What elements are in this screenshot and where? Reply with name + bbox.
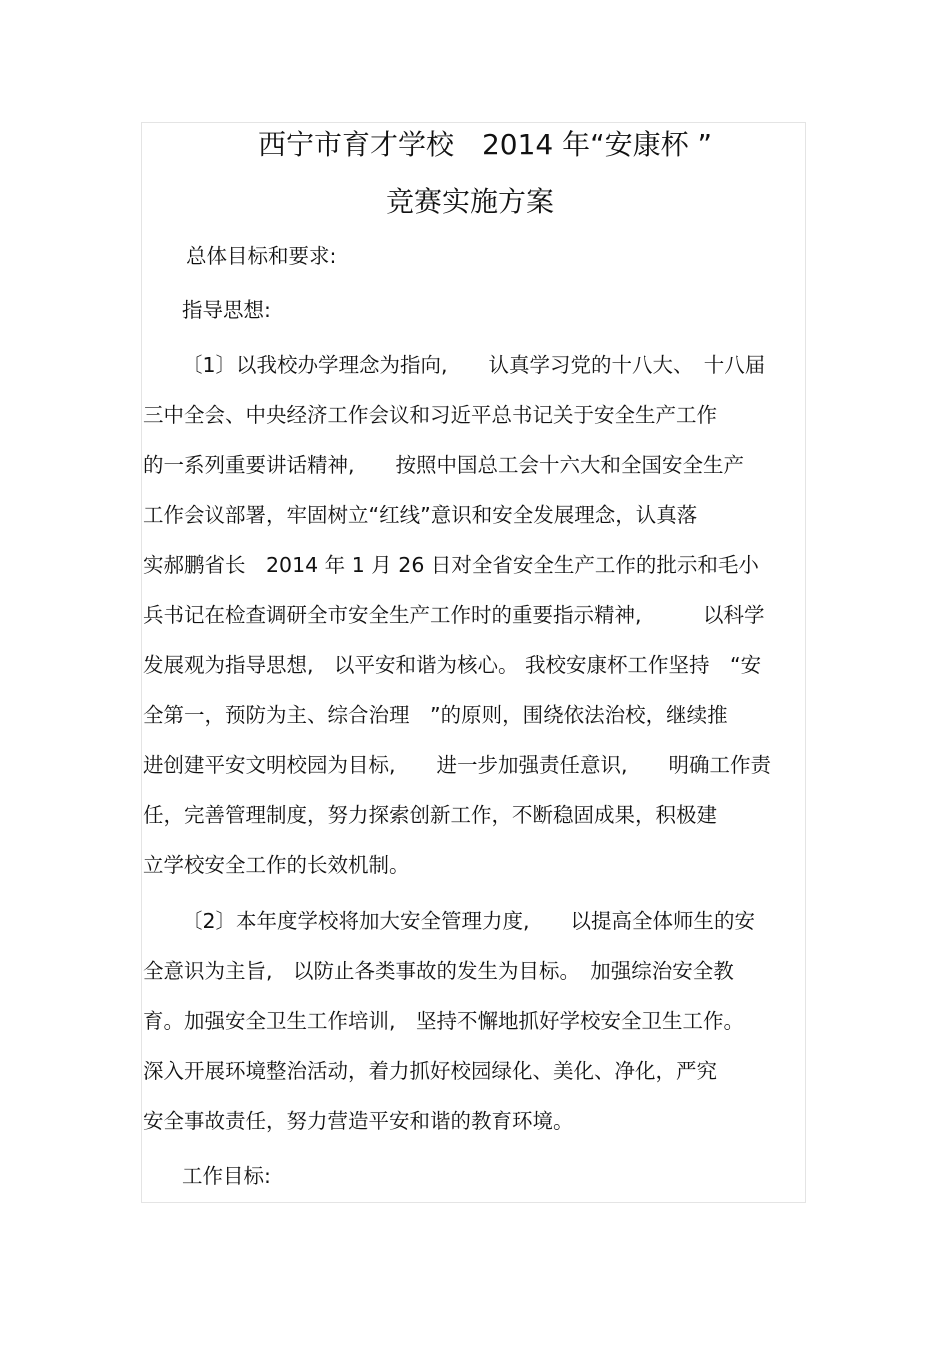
paragraph-1-line-6: 兵书记在检查调研全市安全生产工作时的重要指示精神, 以科学 [143, 603, 765, 627]
heading-work-goals: 工作目标: [182, 1164, 271, 1188]
paragraph-1-line-2: 三中全会、中央经济工作会议和习近平总书记关于安全生产工作 [143, 403, 717, 427]
paragraph-2-line-5: 安全事故责任，努力营造平安和谐的教育环境。 [143, 1109, 574, 1133]
paragraph-2-line-3: 育。加强安全卫生工作培训, 坚持不懈地抓好学校安全卫生工作。 [143, 1009, 745, 1033]
document-title-line-2: 竞赛实施方案 [385, 185, 554, 218]
paragraph-1-line-4: 工作会议部署，牢固树立“红线”意识和安全发展理念，认真落 [143, 503, 698, 527]
paragraph-1-line-5: 实郝鹏省长 2014 年 1 月 26 日对全省安全生产工作的批示和毛小 [143, 553, 759, 577]
paragraph-1-line-11: 立学校安全工作的长效机制。 [143, 853, 410, 877]
heading-guiding-ideology: 指导思想: [182, 298, 271, 322]
paragraph-1-line-10: 任，完善管理制度，努力探索创新工作，不断稳固成果，积极建 [143, 803, 717, 827]
document-title-line-1: 西宁市育才学校 2014 年“安康杯 ” [257, 128, 713, 161]
paragraph-1-line-3: 的一系列重要讲话精神, 按照中国总工会十六大和全国安全生产 [143, 453, 745, 477]
paragraph-1-line-9: 进创建平安文明校园为目标, 进一步加强责任意识, 明确工作责 [143, 753, 772, 777]
paragraph-2-line-1: 〔2〕本年度学校将加大安全管理力度, 以提高全体师生的安 [182, 909, 756, 933]
paragraph-2-line-2: 全意识为主旨, 以防止各类事故的发生为目标。 加强综治安全教 [143, 959, 734, 983]
paragraph-2-line-4: 深入开展环境整治活动，着力抓好校园绿化、美化、净化，严究 [143, 1059, 717, 1083]
paragraph-1-line-1: 〔1〕以我校办学理念为指向, 认真学习党的十八大、 十八届 [182, 353, 766, 377]
paragraph-1-line-7: 发展观为指导思想, 以平安和谐为核心。 我校安康杯工作坚持 “安 [143, 653, 762, 677]
paragraph-1-line-8: 全第一，预防为主、综合治理 ”的原则，围绕依法治校，继续推 [143, 703, 728, 727]
heading-overall-goals: 总体目标和要求: [186, 244, 337, 268]
